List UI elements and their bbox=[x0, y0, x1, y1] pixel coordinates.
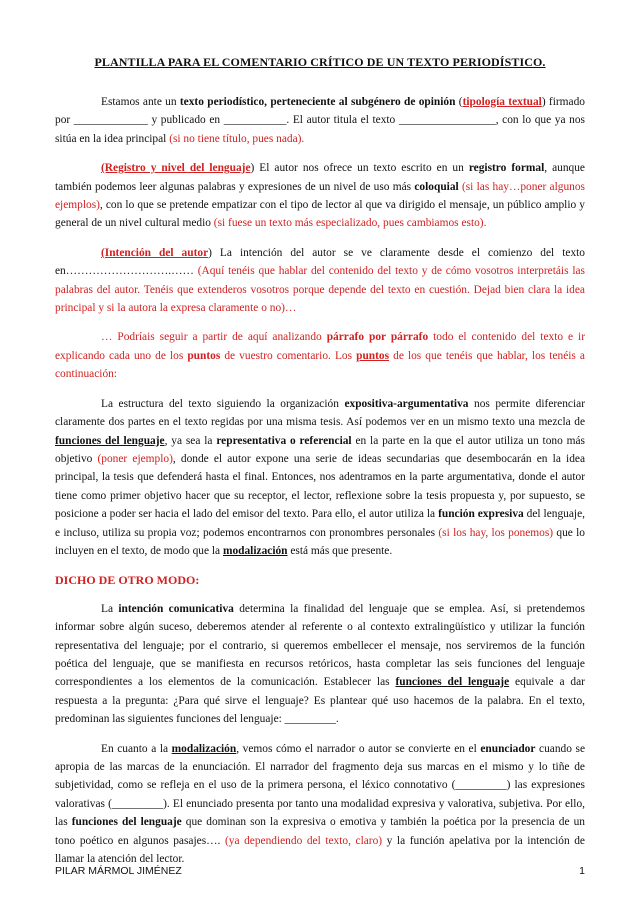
red-note: de los que tenéis que hablar, los tenéis a continuación: bbox=[55, 349, 585, 381]
text-run: La bbox=[101, 602, 119, 615]
paragraph-intro bbox=[55, 93, 585, 148]
bold-text: texto periodístico, perteneciente al subgénero de opinión bbox=[179, 96, 456, 108]
red-note: (Aquí tenéis que hablar del contenido del texto y de cómo vosotros interpretáis las palabras del autor. Tenéis que extenderos vosotros porque depende del texto en cuestión. Dejad bien clara la idea principal y si la autora la expresa claramente o no)… bbox=[55, 265, 585, 315]
bold-red-text: puntos bbox=[356, 349, 390, 362]
intention-label: (Intención del autor bbox=[101, 246, 209, 259]
bold-text: coloquial bbox=[414, 180, 459, 193]
text-run: que dominan son la expresiva o emotiva y también la poética por la presencia de un tono poético en algunos pasajes…. bbox=[55, 816, 585, 847]
page-number: 1 bbox=[579, 865, 585, 877]
red-note: (si fuese un texto más especializado, pues cambiamos esto). bbox=[213, 217, 487, 230]
bold-text: enunciador bbox=[480, 742, 536, 755]
text-run: equivale a dar respuesta a la pregunta: ¿Para qué sirve el lenguaje? Es plantear qué uso hacemos de la palabra. En el texto, predominan las siguientes funciones del lenguaje: _________. bbox=[55, 676, 585, 726]
red-note: … Podríais seguir a partir de aquí analizando bbox=[101, 331, 327, 344]
document-body bbox=[55, 93, 585, 879]
red-note: de vuestro comentario. Los bbox=[220, 349, 357, 362]
text-run: , aunque también podemos leer algunas palabras y expresiones de un nivel de uso más bbox=[55, 162, 585, 193]
text-run: , vemos cómo el narrador o autor se convierte en el bbox=[236, 742, 481, 755]
bold-text: registro formal bbox=[468, 162, 545, 175]
register-label: (Registro y nivel del lenguaje bbox=[101, 162, 251, 175]
bold-text: intención comunicativa bbox=[118, 602, 234, 615]
paragraph-structure bbox=[55, 395, 585, 561]
bold-text: modalización bbox=[222, 544, 288, 557]
paragraph-points bbox=[55, 328, 585, 383]
text-run: está más que presente. bbox=[287, 544, 393, 557]
section-heading: DICHO DE OTRO MODO: bbox=[55, 573, 200, 588]
text-run: , ya sea la bbox=[164, 434, 217, 447]
text-run: ( bbox=[455, 96, 463, 108]
text-run: En cuanto a la bbox=[101, 742, 172, 755]
red-note: (si las hay…poner algunos ejemplos) bbox=[55, 180, 585, 212]
text-run: cuando se apropia de las marcas de la enunciación. El narrador del fragmento deja sus marcas en el mismo y lo tiñe de subjetividad, como se refleja en el uso de la primera persona, el léxico connotativo (_________) las expresiones valorativas (_________). El enunciado presenta por tanto una modalidad expresiva y valorativa, subjetiva. Por ello, las bbox=[55, 742, 586, 829]
paragraph-modalization bbox=[55, 740, 585, 869]
text-run: nos permite diferenciar claramente dos partes en el texto regidas por una misma tesis. Así podemos ver en un mismo texto una mezcla de bbox=[55, 397, 585, 429]
red-note: (si no tiene título, pues nada). bbox=[169, 132, 305, 145]
footer-author: PILAR MÁRMOL JIMÉNEZ bbox=[55, 865, 182, 877]
text-run: ) La intención del autor se ve claramente desde el comienzo del texto en……………………….…… bbox=[55, 246, 585, 278]
page-footer bbox=[55, 862, 585, 880]
red-note: (si los hay, los ponemos) bbox=[438, 526, 554, 539]
bold-red-text: puntos bbox=[187, 349, 221, 362]
text-run: ) firmado por _____________ y publicado en ___________. El autor titula el texto _________________, con lo que ya nos sitúa en la idea principal bbox=[55, 96, 585, 145]
bold-red-text: párrafo por párrafo bbox=[326, 331, 429, 344]
bold-text: funciones del lenguaje bbox=[55, 434, 165, 447]
text-run: , con lo que se pretende empatizar con el tipo de lector al que va dirigido el mensaje, un público amplio y general de un nivel cultural medio bbox=[55, 199, 585, 230]
text-run: y la función apelativa por la intención de llamar la atención del lector. bbox=[55, 834, 585, 866]
text-run: que lo incluyen en el texto, de modo que la bbox=[55, 526, 585, 557]
text-run: Estamos ante un bbox=[101, 96, 180, 108]
text-run: del lenguaje, e incluso, utiliza su propia voz; podemos encontrarnos con pronombres personales bbox=[55, 508, 585, 539]
bold-text: funciones del lenguaje bbox=[71, 816, 182, 829]
bold-text: función expresiva bbox=[438, 508, 524, 521]
bold-text: modalización bbox=[171, 742, 237, 755]
text-run: , donde el autor expone una serie de ideas secundarias que desembocarán en la idea principal, la tesis que defenderá hasta el final. Entonces, nos adentramos en la parte argumentativa, donde el autor tiene como primer objetivo hacer que su receptor, el lector, reflexione sobre la tesis propuesta y, por supuesto, se posicione a poder ser hacia el lado del emisor del texto. Para ello, el autor utiliza la bbox=[55, 452, 586, 521]
text-run: en la parte en la que el autor utiliza un tono más objetivo bbox=[55, 434, 585, 465]
bold-text: funciones del lenguaje bbox=[395, 676, 510, 689]
bold-text: expositiva-argumentativa bbox=[344, 397, 469, 410]
paragraph-register bbox=[55, 159, 585, 233]
red-note: (ya dependiendo del texto, claro) bbox=[224, 834, 383, 847]
paragraph-intention bbox=[55, 244, 585, 318]
red-note: (poner ejemplo) bbox=[97, 452, 173, 465]
text-run: ) El autor nos ofrece un texto escrito en un bbox=[250, 162, 469, 175]
paragraph-communicative-intention bbox=[55, 600, 585, 729]
text-typology-label: tipología textual bbox=[462, 96, 542, 108]
text-run: determina la finalidad del lenguaje que se emplea. Así, si pretendemos informar sobre algún suceso, deberemos atender al referente o al contexto extralingüístico y utilizar la función representativa del lenguaje; por el contrario, si queremos embellecer el mensaje, nos serviremos de la función poética del lenguaje, que se manifiesta en recursos retóricos, hasta completar las seis funciones del lenguaje correspondientes a los elementos de la comunicación. Establecer las bbox=[55, 602, 585, 689]
bold-text: representativa o referencial bbox=[216, 434, 352, 447]
red-note: todo el contenido del texto e ir explicando cada uno de los bbox=[55, 331, 586, 362]
text-run: La estructura del texto siguiendo la organización bbox=[101, 397, 345, 410]
page-title: PLANTILLA PARA EL COMENTARIO CRÍTICO DE UN TEXTO PERIODÍSTICO. bbox=[94, 55, 546, 69]
